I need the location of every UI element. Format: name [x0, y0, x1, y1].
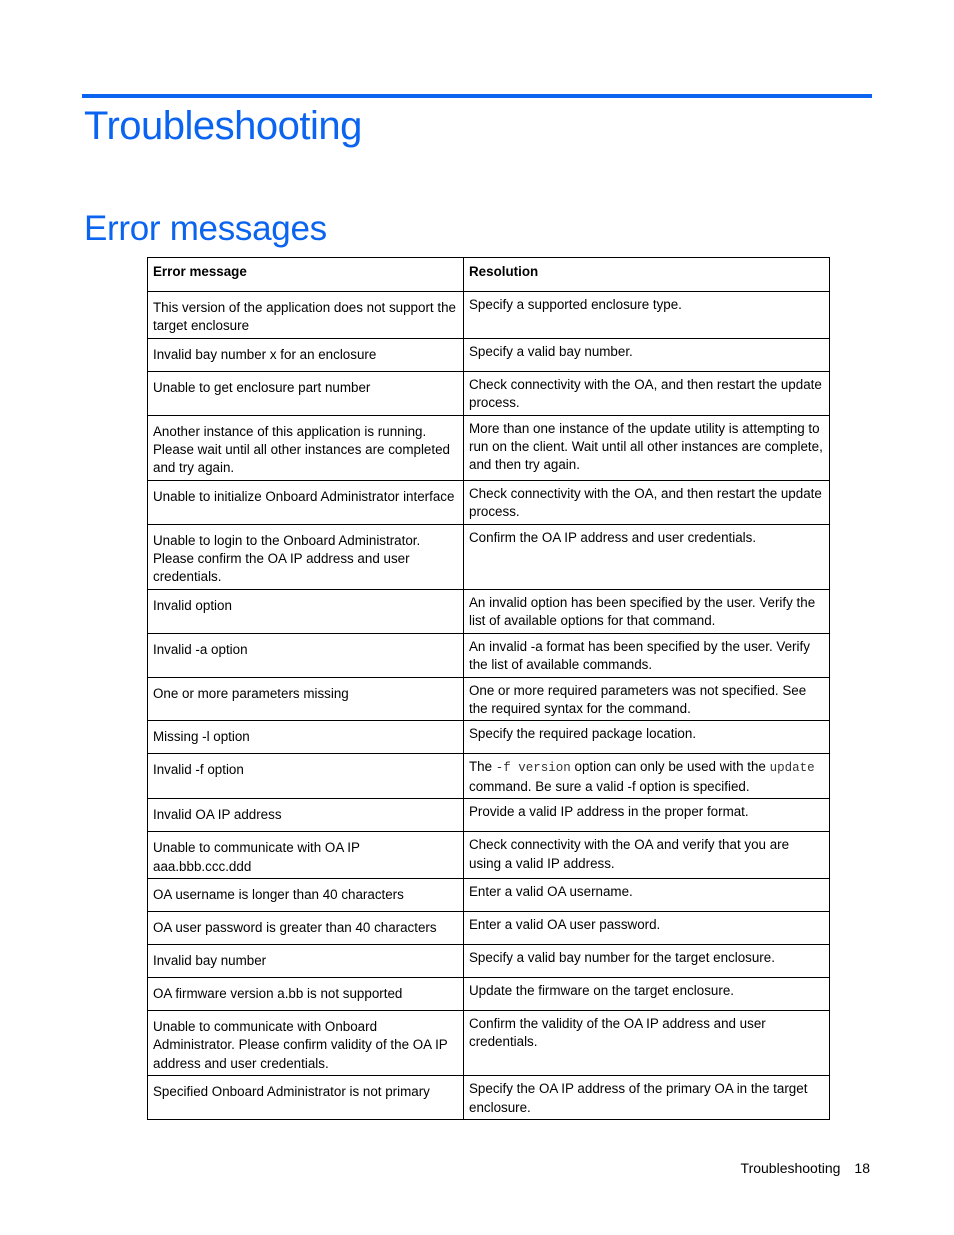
resolution-text: The — [469, 759, 496, 775]
table-row — [148, 338, 830, 371]
resolution-cell: An invalid option has been specified by the user. Verify the list of available options for that command. — [464, 589, 830, 633]
table-row — [148, 633, 830, 677]
header-error-message: Error message — [148, 258, 464, 292]
error-message-cell: Unable to communicate with OA IP aaa.bbb.ccc.ddd — [148, 832, 464, 879]
section-title: Error messages — [84, 209, 327, 248]
error-message-cell: Invalid OA IP address — [148, 799, 464, 832]
resolution-cell: Confirm the validity of the OA IP address and user credentials. — [464, 1010, 830, 1075]
page-footer — [741, 1158, 870, 1178]
table-row — [148, 371, 830, 415]
resolution-cell: Check connectivity with the OA and verify that you are using a valid IP address. — [464, 832, 830, 879]
chapter-rule — [82, 94, 872, 98]
resolution-cell: An invalid -a format has been specified by the user. Verify the list of available commands. — [464, 633, 830, 677]
table-row — [148, 677, 830, 721]
table-row — [148, 944, 830, 977]
error-message-cell: Invalid -f option — [148, 754, 464, 799]
table-row — [148, 878, 830, 911]
table-row — [148, 754, 830, 799]
error-messages-table — [147, 257, 830, 1120]
table-row — [148, 524, 830, 589]
resolution-cell: Enter a valid OA user password. — [464, 911, 830, 944]
resolution-cell: Check connectivity with the OA, and then restart the update process. — [464, 371, 830, 415]
table-row — [148, 292, 830, 339]
resolution-cell: Specify a valid bay number for the target enclosure. — [464, 944, 830, 977]
resolution-text: command. Be sure a valid -f option is specified. — [469, 778, 750, 794]
resolution-cell: Specify the required package location. — [464, 721, 830, 754]
resolution-cell: One or more required parameters was not specified. See the required syntax for the command. — [464, 677, 830, 721]
resolution-cell: Specify a supported enclosure type. — [464, 292, 830, 339]
code-f-version: -f version — [495, 761, 571, 776]
error-message-cell: One or more parameters missing — [148, 677, 464, 721]
table-row — [148, 977, 830, 1010]
resolution-cell: Confirm the OA IP address and user credentials. — [464, 524, 830, 589]
resolution-text: option can only be used with the — [570, 759, 770, 775]
error-message-cell: Another instance of this application is running. Please wait until all other instances are completed and try again. — [148, 415, 464, 480]
error-message-cell: Unable to login to the Onboard Administrator. Please confirm the OA IP address and user credentials. — [148, 524, 464, 589]
error-message-cell: Invalid bay number x for an enclosure — [148, 338, 464, 371]
error-message-cell: Unable to get enclosure part number — [148, 371, 464, 415]
chapter-title: Troubleshooting — [84, 104, 362, 148]
error-message-cell: OA username is longer than 40 characters — [148, 878, 464, 911]
table-row — [148, 721, 830, 754]
resolution-cell: Check connectivity with the OA, and then restart the update process. — [464, 480, 830, 524]
table-row — [148, 911, 830, 944]
error-message-cell: Specified Onboard Administrator is not primary — [148, 1076, 464, 1120]
table-header-row — [148, 258, 830, 292]
error-message-cell: Missing -l option — [148, 721, 464, 754]
resolution-cell: Specify the OA IP address of the primary OA in the target enclosure. — [464, 1076, 830, 1120]
error-message-cell: Invalid bay number — [148, 944, 464, 977]
resolution-cell: Update the firmware on the target enclosure. — [464, 977, 830, 1010]
table-row — [148, 1076, 830, 1120]
error-message-cell: OA user password is greater than 40 characters — [148, 911, 464, 944]
resolution-cell: Provide a valid IP address in the proper format. — [464, 799, 830, 832]
error-message-cell: Invalid -a option — [148, 633, 464, 677]
resolution-cell — [464, 754, 830, 799]
resolution-cell: Specify a valid bay number. — [464, 338, 830, 371]
header-resolution: Resolution — [464, 258, 830, 292]
resolution-cell: More than one instance of the update utility is attempting to run on the client. Wait until all other instances are complete, and then try again. — [464, 415, 830, 480]
table-row — [148, 799, 830, 832]
error-message-cell: This version of the application does not support the target enclosure — [148, 292, 464, 339]
page-number: 18 — [854, 1160, 870, 1176]
error-message-cell: Unable to initialize Onboard Administrator interface — [148, 480, 464, 524]
table-row — [148, 832, 830, 879]
error-message-cell: OA firmware version a.bb is not supported — [148, 977, 464, 1010]
code-update: update — [769, 761, 815, 776]
table-row — [148, 1010, 830, 1075]
footer-section-label: Troubleshooting — [740, 1160, 841, 1176]
table-row — [148, 415, 830, 480]
table-row — [148, 589, 830, 633]
error-message-cell: Invalid option — [148, 589, 464, 633]
error-message-cell: Unable to communicate with Onboard Administrator. Please confirm validity of the OA IP address and user credentials. — [148, 1010, 464, 1075]
resolution-cell: Enter a valid OA username. — [464, 878, 830, 911]
table-row — [148, 480, 830, 524]
